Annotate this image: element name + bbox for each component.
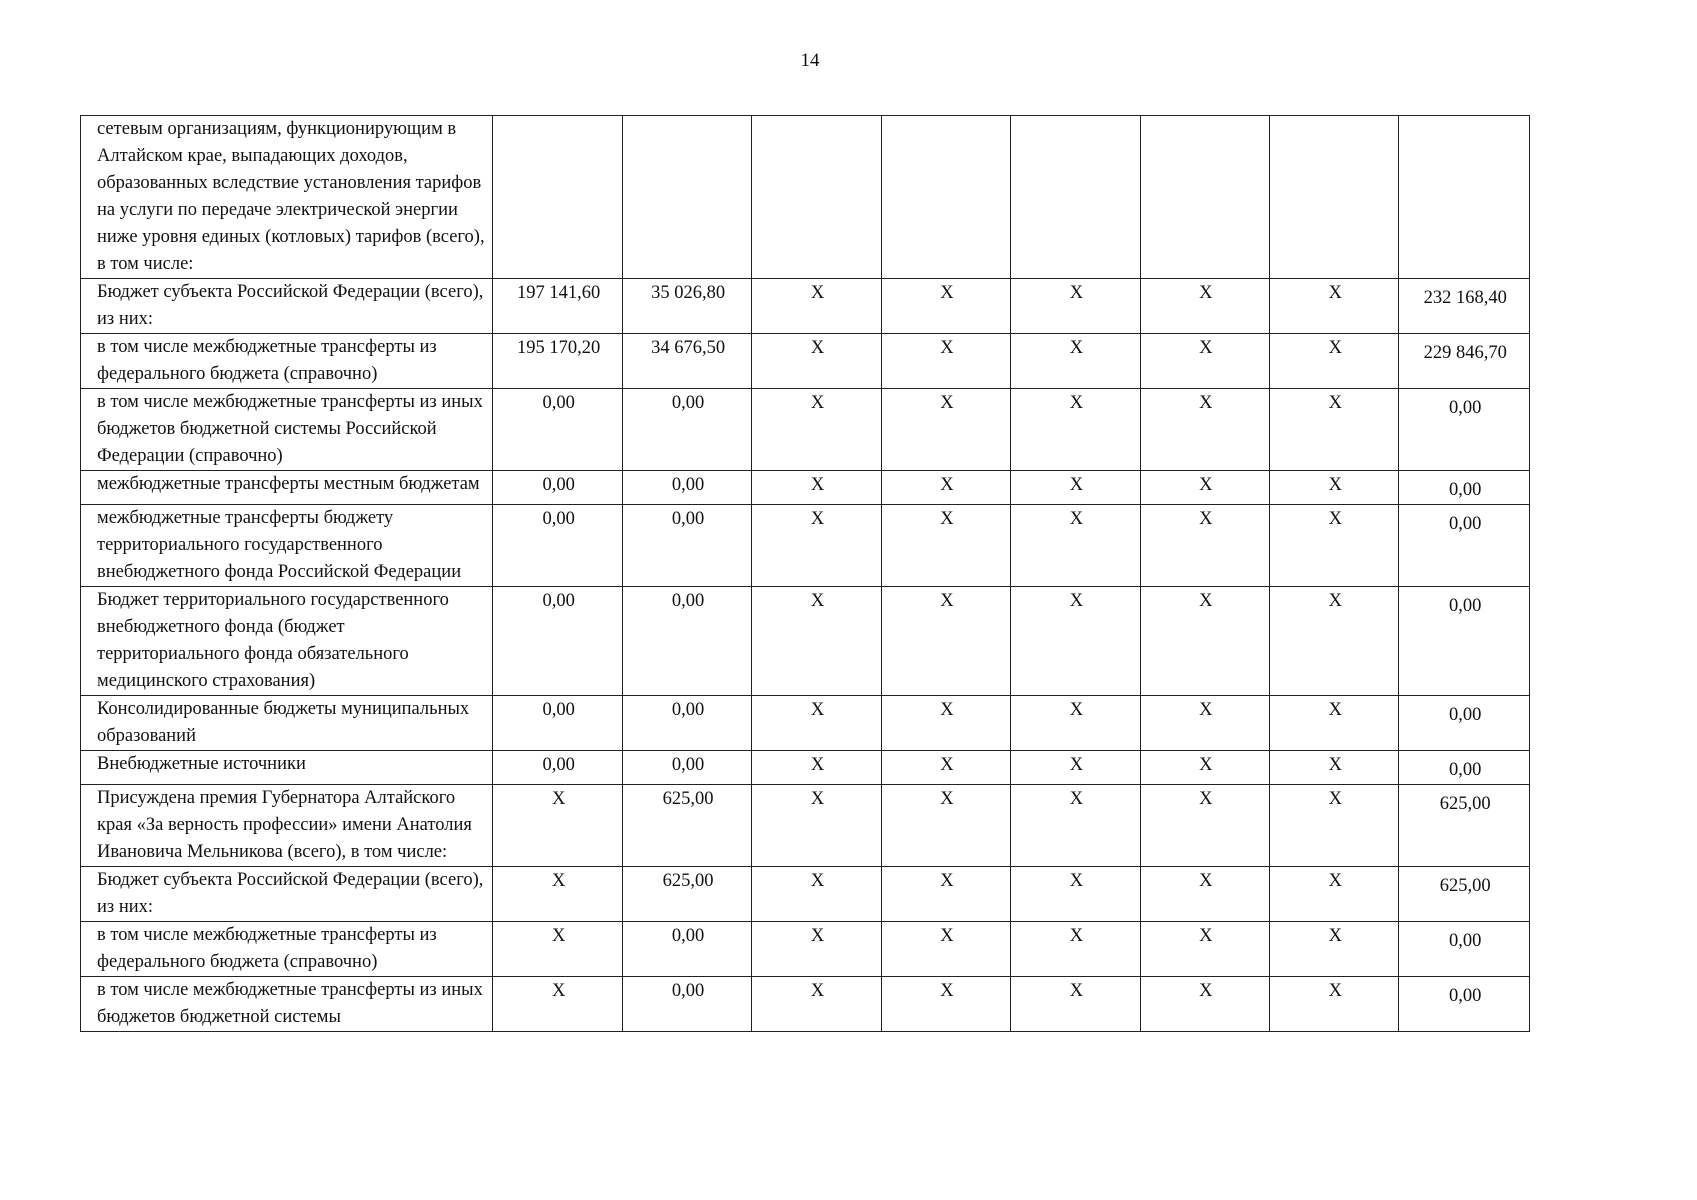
value-cell: 625,00 [622, 867, 751, 922]
row-label: в том числе межбюджетные трансферты из федерального бюджета (справочно) [81, 922, 493, 977]
value-cell: X [752, 977, 881, 1032]
value-cell: 0,00 [622, 587, 751, 696]
value-cell: X [881, 785, 1010, 867]
row-label: межбюджетные трансферты бюджету территориального государственного внебюджетного фонда Российской Федерации [81, 505, 493, 587]
value-cell: X [1270, 785, 1399, 867]
budget-table [80, 115, 1530, 1032]
total-cell: 0,00 [1399, 389, 1530, 471]
total-cell: 0,00 [1399, 471, 1530, 505]
value-cell: 34 676,50 [622, 334, 751, 389]
value-cell: X [1140, 696, 1269, 751]
value-cell: 195 170,20 [493, 334, 622, 389]
value-cell: X [1011, 867, 1140, 922]
value-cell: X [881, 471, 1010, 505]
table-row [81, 389, 1530, 471]
row-label: в том числе межбюджетные трансферты из федерального бюджета (справочно) [81, 334, 493, 389]
value-cell: X [1011, 785, 1140, 867]
value-cell: X [1011, 922, 1140, 977]
value-cell: X [1011, 389, 1140, 471]
value-cell: X [752, 334, 881, 389]
row-label: Бюджет территориального государственного внебюджетного фонда (бюджет территориального фонда обязательного медицинского страхования) [81, 587, 493, 696]
value-cell: X [881, 751, 1010, 785]
value-cell: 0,00 [493, 696, 622, 751]
value-cell: X [881, 279, 1010, 334]
value-cell: X [1011, 471, 1140, 505]
value-cell: X [881, 922, 1010, 977]
value-cell: X [1270, 471, 1399, 505]
table-row [81, 505, 1530, 587]
value-cell: X [752, 696, 881, 751]
value-cell: 0,00 [622, 471, 751, 505]
value-cell: X [881, 977, 1010, 1032]
value-cell [1011, 116, 1140, 279]
value-cell [752, 116, 881, 279]
value-cell: X [881, 505, 1010, 587]
row-label: Присуждена премия Губернатора Алтайского края «За верность профессии» имени Анатолия Ивановича Мельникова (всего), в том числе: [81, 785, 493, 867]
row-label: Внебюджетные источники [81, 751, 493, 785]
total-cell: 229 846,70 [1399, 334, 1530, 389]
value-cell: 0,00 [622, 505, 751, 587]
value-cell [493, 116, 622, 279]
value-cell: 35 026,80 [622, 279, 751, 334]
value-cell: X [752, 587, 881, 696]
table-row [81, 922, 1530, 977]
value-cell: X [881, 587, 1010, 696]
value-cell: 0,00 [622, 389, 751, 471]
value-cell: X [493, 922, 622, 977]
total-cell: 0,00 [1399, 505, 1530, 587]
value-cell: X [881, 696, 1010, 751]
table-row [81, 751, 1530, 785]
value-cell: X [752, 389, 881, 471]
value-cell: X [1011, 696, 1140, 751]
table-row [81, 867, 1530, 922]
table-row [81, 279, 1530, 334]
value-cell: X [1140, 751, 1269, 785]
row-label: Бюджет субъекта Российской Федерации (всего), из них: [81, 279, 493, 334]
value-cell: X [1270, 977, 1399, 1032]
row-label: в том числе межбюджетные трансферты из иных бюджетов бюджетной системы [81, 977, 493, 1032]
total-cell: 0,00 [1399, 751, 1530, 785]
total-cell [1399, 116, 1530, 279]
value-cell: X [1140, 587, 1269, 696]
value-cell: X [1011, 587, 1140, 696]
row-label: Бюджет субъекта Российской Федерации (всего), из них: [81, 867, 493, 922]
value-cell [622, 116, 751, 279]
value-cell: X [752, 751, 881, 785]
value-cell: X [1270, 696, 1399, 751]
row-label: Консолидированные бюджеты муниципальных образований [81, 696, 493, 751]
value-cell: X [1270, 922, 1399, 977]
value-cell: X [493, 977, 622, 1032]
table-row [81, 471, 1530, 505]
total-cell: 0,00 [1399, 587, 1530, 696]
value-cell: X [881, 389, 1010, 471]
value-cell: X [1140, 334, 1269, 389]
table-row [81, 334, 1530, 389]
value-cell: 0,00 [622, 977, 751, 1032]
row-label: межбюджетные трансферты местным бюджетам [81, 471, 493, 505]
page-number: 14 [800, 50, 820, 71]
value-cell: X [1140, 785, 1269, 867]
value-cell: X [1270, 279, 1399, 334]
table-row [81, 116, 1530, 279]
value-cell: X [752, 867, 881, 922]
value-cell: X [493, 785, 622, 867]
row-label: в том числе межбюджетные трансферты из иных бюджетов бюджетной системы Российской Федерации (справочно) [81, 389, 493, 471]
value-cell: X [752, 922, 881, 977]
value-cell: 0,00 [493, 587, 622, 696]
value-cell: X [1140, 505, 1269, 587]
total-cell: 0,00 [1399, 696, 1530, 751]
value-cell: X [752, 785, 881, 867]
value-cell: X [752, 505, 881, 587]
value-cell: X [493, 867, 622, 922]
value-cell: X [1140, 279, 1269, 334]
value-cell: X [1011, 505, 1140, 587]
value-cell: X [1270, 751, 1399, 785]
value-cell [881, 116, 1010, 279]
value-cell: 197 141,60 [493, 279, 622, 334]
value-cell: 0,00 [493, 471, 622, 505]
value-cell: X [1270, 505, 1399, 587]
value-cell: 0,00 [493, 389, 622, 471]
value-cell: X [1140, 867, 1269, 922]
value-cell: X [1011, 279, 1140, 334]
value-cell [1270, 116, 1399, 279]
total-cell: 232 168,40 [1399, 279, 1530, 334]
row-label: сетевым организациям, функционирующим в Алтайском крае, выпадающих доходов, образованных вследствие установления тарифов на услуги по передаче электрической энергии ниже уровня единых (котловых) тарифов (всего), в том числе: [81, 116, 493, 279]
value-cell: X [881, 867, 1010, 922]
value-cell: X [1140, 922, 1269, 977]
budget-table-body [81, 116, 1530, 1032]
value-cell: 0,00 [493, 751, 622, 785]
value-cell: X [1140, 389, 1269, 471]
value-cell: X [752, 279, 881, 334]
value-cell [1140, 116, 1269, 279]
total-cell: 625,00 [1399, 867, 1530, 922]
value-cell: X [1011, 977, 1140, 1032]
value-cell: 0,00 [622, 922, 751, 977]
total-cell: 625,00 [1399, 785, 1530, 867]
total-cell: 0,00 [1399, 977, 1530, 1032]
table-row [81, 977, 1530, 1032]
value-cell: X [1270, 389, 1399, 471]
value-cell: 0,00 [622, 696, 751, 751]
value-cell: 0,00 [622, 751, 751, 785]
value-cell: 625,00 [622, 785, 751, 867]
value-cell: X [752, 471, 881, 505]
table-row [81, 587, 1530, 696]
value-cell: X [1011, 334, 1140, 389]
value-cell: X [1140, 977, 1269, 1032]
value-cell: X [1011, 751, 1140, 785]
value-cell: X [1270, 587, 1399, 696]
total-cell: 0,00 [1399, 922, 1530, 977]
value-cell: X [881, 334, 1010, 389]
value-cell: X [1270, 334, 1399, 389]
table-row [81, 785, 1530, 867]
value-cell: X [1140, 471, 1269, 505]
value-cell: 0,00 [493, 505, 622, 587]
value-cell: X [1270, 867, 1399, 922]
table-row [81, 696, 1530, 751]
